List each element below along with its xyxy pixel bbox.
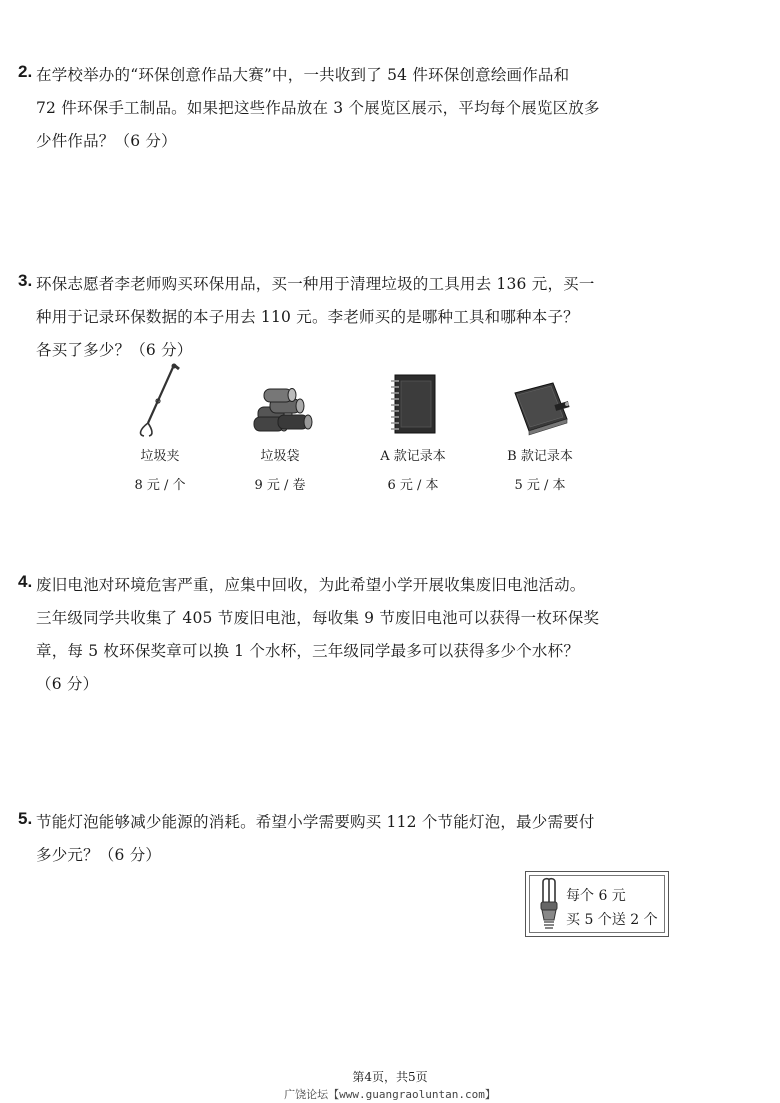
item-price: 6 元 / 本 — [387, 478, 439, 493]
page-number: 第4页，共5页 — [352, 1070, 428, 1084]
item-notebook-a — [353, 365, 473, 493]
question-text-line: 多少元？（6 分） — [36, 846, 162, 864]
item-notebook-b — [480, 365, 600, 493]
question-text-line: 72 件环保手工制品。如果把这些作品放在 3 个展览区展示，平均每个展览区放多 — [36, 99, 600, 117]
price-promo-box — [525, 871, 669, 937]
item-trash-bags — [220, 365, 340, 493]
question-text-line: 少件作品？（6 分） — [36, 132, 177, 150]
question-number: 2. — [18, 62, 33, 81]
item-name: B 款记录本 — [507, 449, 573, 464]
question-text-line: 种用于记录环保数据的本子用去 110 元。李老师买的是哪种工具和哪种本子？ — [36, 308, 579, 326]
promo-offer: 买 5 个送 2 个 — [566, 912, 658, 928]
promo-price: 每个 6 元 — [566, 888, 626, 904]
energy-saving-bulb-icon — [534, 876, 564, 934]
question-number: 4. — [18, 572, 33, 591]
item-price: 5 元 / 本 — [514, 478, 566, 493]
question-text-line: （6 分） — [36, 675, 99, 693]
question-text-line: 在学校举办的“环保创意作品大赛”中，一共收到了 54 件环保创意绘画作品和 — [36, 66, 570, 84]
trash-grabber-icon — [130, 359, 190, 437]
leather-notebook-icon — [505, 377, 575, 437]
question-text-line: 环保志愿者李老师购买环保用品，买一种用于清理垃圾的工具用去 136 元，买一 — [36, 275, 595, 293]
question-text-line: 节能灯泡能够减少能源的消耗。希望小学需要购买 112 个节能灯泡，最少需要付 — [36, 813, 595, 831]
question-text-line: 章，每 5 枚环保奖章可以换 1 个水杯，三年级同学最多可以获得多少个水杯？ — [36, 642, 580, 660]
question-number: 5. — [18, 809, 33, 828]
watermark: 广饶论坛【www.guangraoluntan.com】 — [284, 1088, 496, 1101]
item-price: 9 元 / 卷 — [254, 478, 306, 493]
question-text-line: 废旧电池对环境危害严重，应集中回收，为此希望小学开展收集废旧电池活动。 — [36, 576, 586, 594]
item-trash-grabber — [100, 365, 220, 493]
item-name: 垃圾夹 — [140, 449, 180, 464]
spiral-notebook-icon — [387, 371, 439, 437]
item-name: 垃圾袋 — [260, 449, 300, 464]
question-text-line: 各买了多少？（6 分） — [36, 341, 193, 359]
item-price: 8 元 / 个 — [134, 478, 186, 493]
item-name: A 款记录本 — [380, 449, 446, 464]
trash-bag-roll-icon — [244, 377, 316, 437]
question-number: 3. — [18, 271, 33, 290]
question-text-line: 三年级同学共收集了 405 节废旧电池，每收集 9 节废旧电池可以获得一枚环保奖 — [36, 609, 600, 627]
